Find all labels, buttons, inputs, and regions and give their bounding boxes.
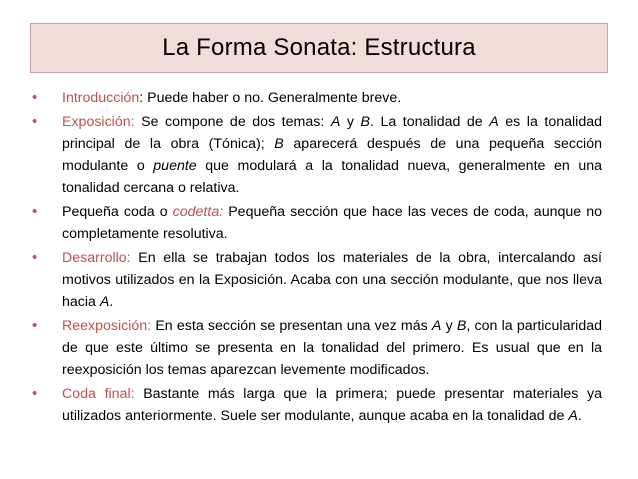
item-text: , con la particularidad de que este último se presenta en la tonalidad del primero. Es usual que en la reexposición los temas aparezcan levemente modificados. — [62, 318, 603, 378]
term-introduccion: Introducción — [62, 90, 140, 106]
item-text: es la tonalidad principal de la obra (Tónica); — [62, 114, 602, 152]
list-item-desarrollo — [32, 247, 602, 313]
theme-a: A — [330, 114, 341, 130]
theme-a: A — [431, 318, 442, 334]
title-box — [30, 23, 608, 73]
bullet-icon: • — [32, 203, 38, 220]
term-exposicion: Exposición: — [62, 114, 135, 130]
item-text: Pequeña sección que hace las veces de coda, aunque no completamente resolutiva. — [62, 204, 602, 242]
item-text: Pequeña coda o — [62, 204, 173, 220]
bullet-icon: • — [32, 89, 38, 106]
theme-a: A — [489, 114, 499, 130]
term-coda-final: Coda final: — [62, 386, 135, 402]
theme-b: B — [360, 114, 370, 130]
bullet-icon: • — [32, 113, 38, 130]
theme-b: B — [456, 318, 467, 334]
item-text: . — [109, 294, 114, 310]
item-text: y — [441, 318, 457, 334]
item-text: : Puede haber o no. Generalmente breve. — [139, 90, 402, 106]
bullet-icon: • — [32, 317, 38, 334]
item-text: . — [577, 408, 582, 424]
slide-title: La Forma Sonata: Estructura — [162, 34, 476, 61]
item-text: aparecerá después de una pequeña sección modulante o — [62, 136, 602, 174]
item-text: . La tonalidad de — [369, 114, 490, 130]
list-item-codetta — [32, 201, 602, 245]
item-text: En ella se trabajan todos los materiales de la obra, intercalando así motivos utilizados en la Exposición. Acaba con una sección modulante, que nos lleva hacia — [62, 250, 602, 310]
theme-b: B — [274, 136, 284, 152]
bullet-icon: • — [32, 385, 38, 402]
item-text: En esta sección se presentan una vez más — [151, 318, 432, 334]
theme-a: A — [568, 408, 578, 424]
list-item-exposicion — [32, 111, 602, 199]
list-item-introduccion — [32, 87, 602, 109]
term-reexposicion: Reexposición: — [62, 318, 152, 334]
item-text: Bastante más larga que la primera; puede presentar materiales ya utilizados anteriormente. Suele ser modulante, aunque acaba en la tonalidad de — [62, 386, 602, 424]
term-desarrollo: Desarrollo: — [62, 250, 131, 266]
theme-a: A — [99, 294, 110, 310]
item-text: Se compone de dos temas: — [134, 114, 331, 130]
list-item-reexposicion — [32, 315, 602, 381]
list-item-coda-final — [32, 383, 602, 427]
item-text: y — [340, 114, 361, 130]
term-codetta: codetta: — [172, 204, 224, 220]
bullet-list — [32, 87, 602, 429]
bullet-icon: • — [32, 249, 38, 266]
puente-term: puente — [153, 158, 197, 174]
item-text: que modulará a la tonalidad nueva, generalmente en una tonalidad cercana o relativa. — [62, 158, 603, 196]
